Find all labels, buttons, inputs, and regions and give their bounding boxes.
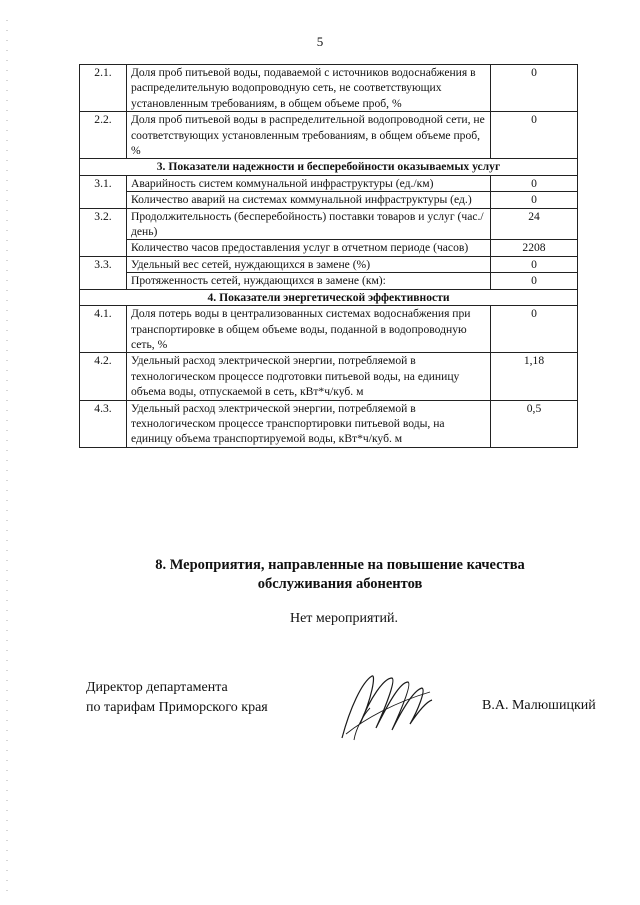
sub-indicator-name: Количество часов предоставления услуг в отчетном периоде (часов) <box>127 240 491 256</box>
table-row <box>80 353 578 400</box>
indicator-value: 0 <box>491 175 578 191</box>
indicator-name: Доля потерь воды в централизованных системах водоснабжения при транспортировке в общем объеме воды, поданной в водопроводную сеть, % <box>127 306 491 353</box>
table-row <box>80 306 578 353</box>
row-number: 4.2. <box>80 353 127 400</box>
indicator-value: 0 <box>491 306 578 353</box>
indicator-name: Удельный вес сетей, нуждающихся в замене (%) <box>127 256 491 272</box>
page-number: 5 <box>316 34 324 49</box>
signer-position <box>86 678 268 719</box>
indicator-name: Аварийность систем коммунальной инфраструктуры (ед./км) <box>127 175 491 191</box>
sub-indicator-value: 0 <box>491 273 578 289</box>
indicator-value: 0 <box>491 256 578 272</box>
sub-indicator-value: 2208 <box>491 240 578 256</box>
table-row <box>80 256 578 272</box>
section-8-title-line2: обслуживания абонентов <box>257 575 423 592</box>
sub-indicator-name: Протяженность сетей, нуждающихся в замене (км): <box>127 273 491 289</box>
table-row <box>80 175 578 191</box>
table-row <box>80 65 578 112</box>
indicator-name: Продолжительность (бесперебойность) поставки товаров и услуг (час./день) <box>127 208 491 240</box>
margin-dots <box>6 0 8 905</box>
section-header-row <box>80 289 578 305</box>
row-number: 3.3. <box>80 256 127 289</box>
indicator-name: Доля проб питьевой воды, подаваемой с источников водоснабжения в распределительную водопроводную сеть, не соответствующих установленным требованиям, в общем объеме проб, % <box>127 65 491 112</box>
indicator-name: Доля проб питьевой воды в распределительной водопроводной сети, не соответствующих установленным требованиям, в общем объеме проб, % <box>127 112 491 159</box>
indicator-value: 1,18 <box>491 353 578 400</box>
row-number: 4.3. <box>80 400 127 447</box>
section-header: 3. Показатели надежности и бесперебойности оказываемых услуг <box>80 159 578 175</box>
indicators-table-body <box>80 65 578 448</box>
table-row <box>80 208 578 240</box>
row-number: 3.1. <box>80 175 127 208</box>
signer-name: В.А. Малюшицкий <box>482 698 596 713</box>
indicators-table <box>79 64 578 448</box>
indicator-name: Удельный расход электрической энергии, потребляемой в технологическом процессе транспортировки питьевой воды, на единицу объема транспортируемой воды, кВт*ч/куб. м <box>127 400 491 447</box>
indicator-value: 0 <box>491 65 578 112</box>
table-subrow <box>80 192 578 208</box>
section-header: 4. Показатели энергетической эффективности <box>80 289 578 305</box>
indicator-value: 0,5 <box>491 400 578 447</box>
row-number: 2.1. <box>80 65 127 112</box>
signer-position-line1: Директор департамента <box>86 680 228 695</box>
section-8-heading <box>0 556 640 594</box>
row-number: 4.1. <box>80 306 127 353</box>
table-subrow <box>80 240 578 256</box>
table-subrow <box>80 273 578 289</box>
handwritten-signature <box>336 668 436 746</box>
section-header-row <box>80 159 578 175</box>
section-8-title-line1: 8. Мероприятия, направленные на повышение качества <box>155 557 525 573</box>
section-8-body: Нет мероприятий. <box>289 611 399 626</box>
sub-indicator-value: 0 <box>491 192 578 208</box>
indicator-value: 24 <box>491 208 578 240</box>
row-number: 2.2. <box>80 112 127 159</box>
table-row <box>80 112 578 159</box>
indicator-value: 0 <box>491 112 578 159</box>
table-row <box>80 400 578 447</box>
sub-indicator-name: Количество аварий на системах коммунальной инфраструктуры (ед.) <box>127 192 491 208</box>
row-number: 3.2. <box>80 208 127 256</box>
signer-position-line2: по тарифам Приморского края <box>86 700 268 716</box>
indicator-name: Удельный расход электрической энергии, потребляемой в технологическом процессе подготовки питьевой воды, на единицу объема воды, отпускаемой в сеть, кВт*ч/куб. м <box>127 353 491 400</box>
